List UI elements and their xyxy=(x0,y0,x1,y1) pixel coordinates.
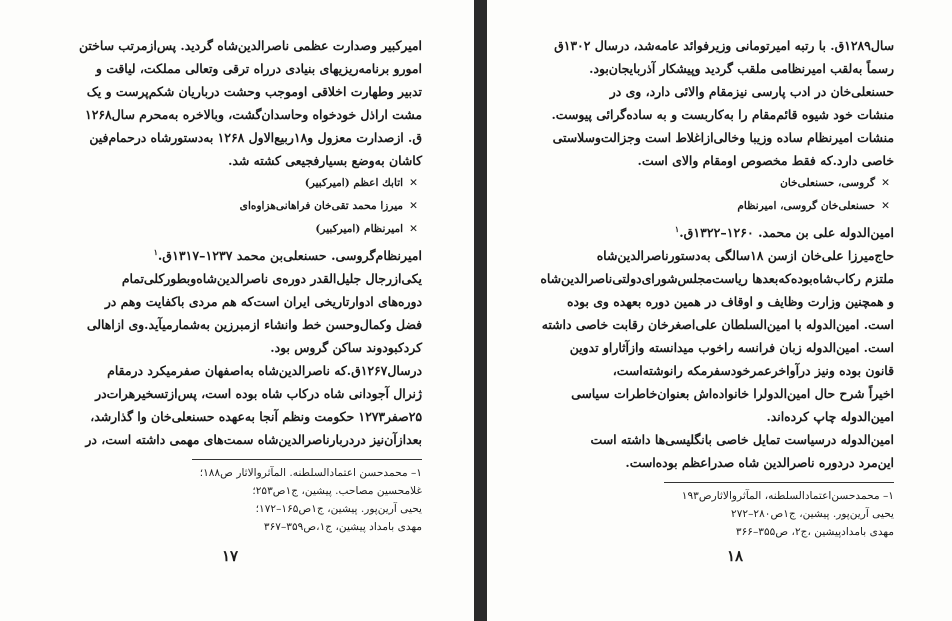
text-line: و همچنین وزارت وظایف و اوقاف در همین دوره بعهده وی بوده xyxy=(567,294,894,310)
text-line: این‌مرد دردوره ناصرالدین شاه صدراعظم بوده‌است. xyxy=(625,455,894,471)
footnote-ref: ۱ xyxy=(153,247,158,257)
left-paragraph-2 xyxy=(38,267,422,359)
right-paragraph-3 xyxy=(527,244,894,428)
left-footnotes xyxy=(38,464,422,536)
right-paragraph-1 xyxy=(527,34,894,80)
cross-ref-item: ✕ میرزا محمد تقی‌خان فراهانی‌هزاوه‌ای xyxy=(38,195,418,218)
right-footnotes xyxy=(527,487,894,541)
text-line: امین‌الدوله چاپ کرده‌اند. xyxy=(766,409,894,425)
text-line: فضل وکمال‌وحسن خط وانشاء ازمبرزین به‌شمارمیآید.وی ازاهالی xyxy=(86,317,422,333)
cross-mark-icon: ✕ xyxy=(409,177,418,189)
left-paragraph-3 xyxy=(38,359,422,451)
footnote-divider xyxy=(664,482,894,483)
text-line: ۲۵صفر۱۲۷۳ حکومت ونظم آنجا به‌عهده حسنعلی‌خان وا گذارشد، xyxy=(90,409,422,425)
text-line: یکی‌ازرجال جلیل‌القدر دوره‌ی ناصرالدین‌شاه‌وبطورکلی‌تمام xyxy=(121,271,422,287)
text-line: کاشان به‌وضع بسیارفجیعی کشته شد. xyxy=(228,153,422,168)
text-line: سال۱۲۸۹ق. با رتبه امیرتومانی وزیرفوائد عامه‌شد، درسال ۱۳۰۲ق xyxy=(554,38,894,53)
footnote-line: ۱– محمدحسن اعتمادالسلطنه. المآثروالاثار ص۱۸۸؛ xyxy=(199,467,422,480)
text-line: ژنرال آجودانی شاه درکاب شاه بوده است، پس‌ازتسخیرهرات‌در xyxy=(95,386,422,402)
entry-heading: امیرنظام‌گروسی. حسنعلی‌بن محمد ۱۲۳۷–۱۳۱۷ق.$^۱$ xyxy=(153,247,422,264)
text-line: ق. ازصدارت معزول و۱۸ربیع‌الاول ۱۲۶۸ به‌دستورشاه درحمام‌فین xyxy=(89,130,422,145)
page-number: ۱۷ xyxy=(222,547,239,565)
text-line: رسماً به‌لقب امیرنظامی ملقب گردید وپیشکار آذربایجان‌بود. xyxy=(589,61,894,76)
footnote-line: ۱– محمدحسن‌اعتمادالسلطنه، المآثروالاثارص۱۹۳ xyxy=(681,490,894,503)
footnote-ref: ۱ xyxy=(674,224,680,234)
text-line: قانون بوده ونیز درآواخرعمرخودسفرمکه رانوشته‌است، xyxy=(612,363,894,379)
text-line: حاج‌میرزا علی‌خان ازسن ۱۸سالگی به‌دستورناصرالدین‌شاه xyxy=(596,248,894,264)
text-line: منشات امیرنظام ساده وزیبا وخالی‌ازاغلاط است وجزالت‌وسلاستی xyxy=(552,130,894,145)
text-line: بعدازآن‌نیز دردربارناصرالدین‌شاه سمت‌های مهمی داشته است، در xyxy=(85,432,422,448)
text-line: امیرکبیر وصدارت عظمی ناصرالدین‌شاه گردید. پس‌ازمرتب ساختن xyxy=(79,38,422,53)
text-line: امین‌الدوله درسیاست تمایل خاصی بانگلیسی‌ها داشته است xyxy=(590,432,894,448)
footnote-divider xyxy=(192,459,422,460)
book-gutter xyxy=(474,0,487,621)
footnote-line: یحیی آرین‌پور. پیشین، ج۱ص۱۶۵–۱۷۲؛ xyxy=(255,503,422,516)
text-line: تدبیر وطهارت اخلاقی اوموجب وحشت درباریان شکم‌پرست و یک xyxy=(86,84,422,99)
text-line: کردکبودوند ساکن گروس بود. xyxy=(270,340,422,356)
right-page xyxy=(487,0,952,621)
text-line: ملتزم رکاب‌شاه‌بوده‌که‌بعدها ریاست‌مجلس‌شورای‌دولتی‌ناصرالدین‌شاه xyxy=(540,271,894,287)
cross-ref-item: ✕ امیرنظام (امیرکبیر) xyxy=(38,218,418,241)
left-page xyxy=(0,0,474,621)
text-line: حسنعلی‌خان در ادب پارسی نیزمقام والائی دارد، وی در xyxy=(609,84,894,99)
right-paragraph-2 xyxy=(527,80,894,172)
text-line: امورو برنامه‌ریزیهای بنیادی درراه ترقی وتعالی مملکت، لیاقت و xyxy=(95,61,422,76)
right-cross-references xyxy=(527,172,894,218)
footnote-line: مهدی بامدادپیشین ،ج۲، ص۳۵۵–۳۶۶ xyxy=(735,526,894,539)
cross-mark-icon: ✕ xyxy=(409,223,418,235)
left-paragraph-1 xyxy=(38,34,422,172)
text-line: است. امین‌الدوله با امین‌السلطان علی‌اصغرخان رقابت خاصی داشته xyxy=(541,317,894,333)
cross-mark-icon: ✕ xyxy=(409,200,418,212)
cross-mark-icon: ✕ xyxy=(881,200,890,212)
cross-ref-item: ✕ گروسی، حسنعلی‌خان xyxy=(527,172,890,195)
text-line: مشت اراذل خودخواه وحاسدان‌گشت، وبالاخره به‌محرم سال۱۲۶۸ xyxy=(85,107,422,122)
left-cross-references xyxy=(38,172,422,241)
page-number: ۱۸ xyxy=(727,547,744,565)
footnote-line: غلامحسین مصاحب. پیشین، ج۱ص۲۵۳؛ xyxy=(252,485,422,498)
text-line: اخیراً شرح حال امین‌الدولرا خانواده‌اش بعنوان‌خاطرات سیاسی xyxy=(571,386,894,402)
cross-ref-item: ✕ اتابك اعظم (امیرکبیر) xyxy=(38,172,418,195)
cross-ref-item: ✕ حسنعلی‌خان گروسی، امیرنظام xyxy=(527,195,890,218)
footnote-line: مهدی بامداد پیشین، ج۱،ص۳۵۹–۳۶۷ xyxy=(263,521,422,534)
text-line: دوره‌های ادوارتاریخی ایران است‌که هم مردی باکفایت وهم در xyxy=(104,294,422,310)
text-line: منشات خود شیوه قائم‌مقام را به‌کاربست و به ساده‌گرائی پیوست. xyxy=(551,107,894,122)
entry-heading: امین‌الدوله علی بن محمد. ۱۲۶۰–۱۳۲۲ق.$^۱$ xyxy=(674,224,894,241)
text-line: درسال۱۲۶۷ق.که ناصرالدین‌شاه به‌اصفهان صفرمیکرد درمقام xyxy=(107,363,422,379)
text-line: خاصی دارد.که فقط مخصوص اومقام والای است. xyxy=(637,153,894,168)
cross-mark-icon: ✕ xyxy=(881,177,890,189)
text-line: است. امین‌الدوله زبان فرانسه راخوب میدانسته وازآثاراو تدوین xyxy=(569,340,894,356)
footnote-line: یحیی آرین‌پور. پیشین، ج۱ص۲۸۰–۲۷۲ xyxy=(731,508,894,521)
right-paragraph-4 xyxy=(527,428,894,474)
